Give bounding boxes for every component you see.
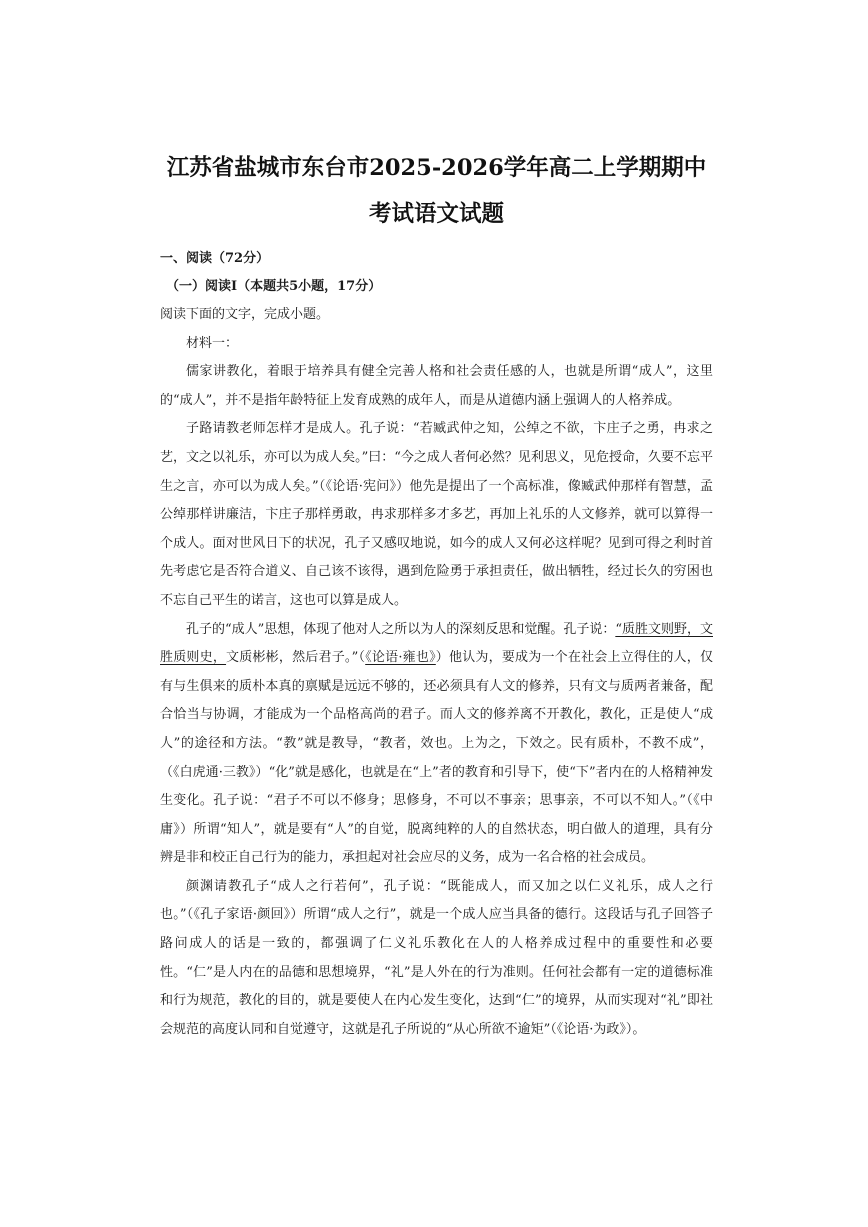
paragraph-1: 儒家讲教化，着眼于培养具有健全完善人格和社会责任感的人，也就是所谓“成人”，这里的“成人”，并不是指年龄特征上发育成熟的成年人，而是从道德内涵上强调人的人格养成。 (160, 364, 713, 408)
paragraph-4: 颜渊请教孔子“成人之行若何”，孔子说：“既能成人，而又加之以仁义礼乐，成人之行也。”（《孔子家语·颜回》）所谓“成人之行”，就是一个成人应当具备的德行。这段话与孔子回答子路问成人的话是一致的，都强调了仁义礼乐教化在人的人格养成过程中的重要性和必要性。“仁”是人内在的品德和思想境界，“礼”是人外在的行为准则。任何社会都有一定的道德标准和行为规范，教化的目的，就是要使人在内心发生变化，达到“仁”的境界，从而实现对“礼”即社会规范的高度认同和自觉遵守，这就是孔子所说的“从心所欲不逾矩”（《论语·为政》）。 (160, 878, 713, 1037)
document-title: 江苏省盐城市东台市2025-2026学年高二上学期期中考试语文试题 (166, 155, 707, 227)
paragraph-3-intro: 孔子的“成人”思想，体现了他对人之所以为人的深刻反思和觉醒。孔子说： (186, 621, 616, 637)
paragraph-3 (160, 616, 713, 873)
section-heading: 一、阅读（72分） (160, 251, 270, 266)
underlined-quote: “质胜文则野，文胜质则史， (160, 621, 713, 666)
material-label: 材料一： (186, 335, 239, 351)
paragraph-3-quote-end: 文质彬彬，然后君子。”（ (226, 650, 366, 666)
paragraph-2: 子路请教老师怎样才是成人。孔子说：“若臧武仲之知，公绰之不欲，卞庄子之勇，冉求之艺，文之以礼乐，亦可以为成人矣。”曰：“今之成人者何必然？见利思义，见危授命，久要不忘平生之言，亦可以为成人矣。”（《论语·宪问》）他先是提出了一个高标准，像臧武仲那样有智慧，孟公绰那样讲廉洁，卞庄子那样勇敢，冉求那样多才多艺，再加上礼乐的人文修养，就可以算得一个成人。面对世风日下的状况，孔子又感叹地说，如今的成人又何必这样呢？见到可得之利时首先考虑它是否符合道义、自己该不该得，遇到危险勇于承担责任，做出牺牲，经过长久的穷困也不忘自己平生的诺言，这也可以算是成人。 (160, 421, 713, 608)
exam-page (160, 145, 713, 1044)
paragraph-3-body: ）他认为，要成为一个在社会上立得住的人，仅有与生俱来的质朴本真的禀赋是远远不够的，还必须具有人文的修养，只有文与质两者兼备，配合恰当与协调，才能成为一个品格高尚的君子。而人文的修养离不开教化，教化，正是使人“成人”的途径和方法。“教”就是教导，“教者，效也。上为之，下效之。民有质朴，不教不成”，（《白虎通·三教》）“化”就是感化，也就是在“上”者的教育和引导下，使“下”者内在的人格精神发生变化。孔子说：“君子不可以不修身；思修身，不可以不事亲；思事亲，不可以不知人。”（《中庸》）所谓“知人”，就是要有“人”的自觉，脱离纯粹的人的自然状态，明白做人的道理，具有分辨是非和校正自己行为的能力，承担起对社会应尽的义务，成为一名合格的社会成员。 (160, 650, 713, 866)
underlined-source: 《论语·雍也》 (365, 650, 436, 666)
instruction-text: 阅读下面的文字，完成小题。 (160, 307, 330, 322)
subsection-heading: （一）阅读Ⅰ（本题共5小题，17分） (166, 279, 382, 294)
